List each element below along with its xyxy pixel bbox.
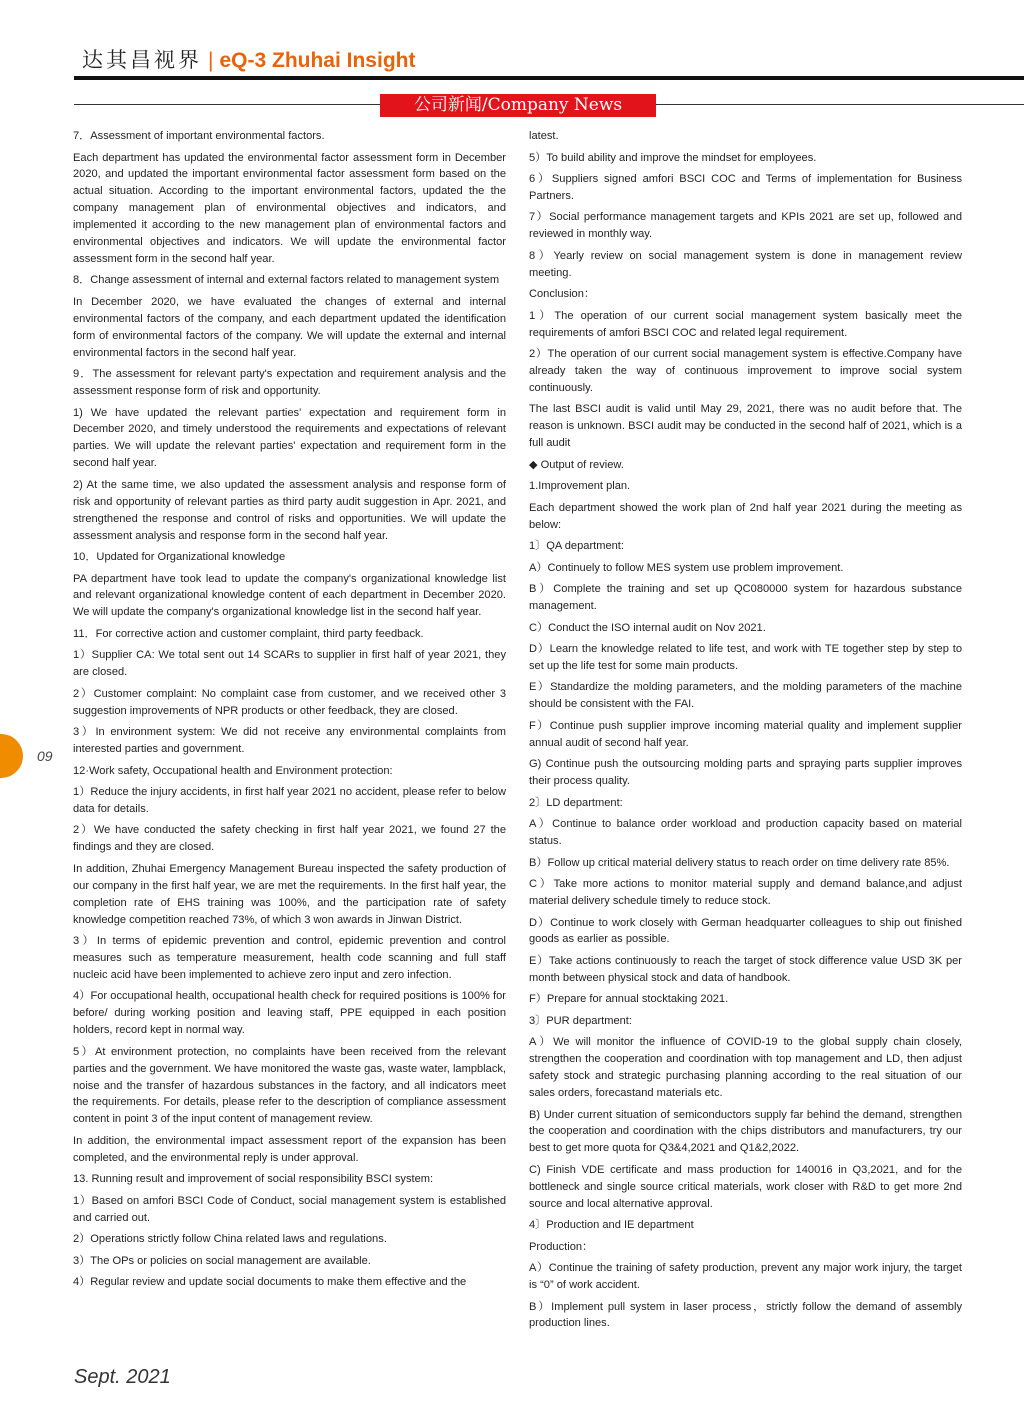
paragraph: 10．Updated for Organizational knowledge bbox=[73, 551, 286, 563]
paragraph: 8．Change assessment of internal and external factors related to management system bbox=[73, 274, 500, 287]
paragraph: 3）In terms of epidemic prevention and control, epidemic prevention and control measures such as temperature measurement, health code scanning and full staff nucleic acid have been implemented to achieve zero input and zero infection. bbox=[73, 935, 506, 981]
paragraph: 8）Yearly review on social management system is done in management review meeting. bbox=[529, 249, 962, 279]
paragraph: 4）For occupational health, occupational health check for required positions is 100% for before/ during working position and leaving staff, PPE equipped in each position holders, record kept in normal way. bbox=[73, 990, 506, 1037]
paragraph: A）Continue to balance order workload and production capacity based on material status. bbox=[529, 818, 962, 848]
page-header bbox=[0, 0, 1024, 120]
paragraph: 1.Improvement plan. bbox=[529, 480, 631, 493]
paragraph: 7．Assessment of important environmental factors. bbox=[73, 130, 325, 142]
paragraph: 7）Social performance management targets and KPIs 2021 are set up, followed and reviewed in monthly way. bbox=[529, 211, 962, 241]
paragraph: A）Continuely to follow MES system use problem improvement. bbox=[529, 561, 844, 574]
paragraph: 2）Operations strictly follow China related laws and regulations. bbox=[73, 1233, 387, 1246]
paragraph: 5）To build ability and improve the mindset for employees. bbox=[529, 151, 817, 164]
paragraph: 4〕Production and IE department bbox=[529, 1219, 694, 1232]
paragraph: 2〕LD department: bbox=[529, 796, 623, 809]
paragraph: B）Complete the training and set up QC080000 system for hazardous substance management. bbox=[529, 583, 962, 613]
page-number: 09 bbox=[37, 748, 53, 764]
paragraph: Conclusion： bbox=[529, 288, 595, 301]
paragraph: C）Conduct the ISO internal audit on Nov 2021. bbox=[529, 621, 766, 634]
paragraph: 2）The operation of our current social management system is effective.Company have already taken the way of continuous improvement to improve social system continuously. bbox=[529, 348, 962, 394]
paragraph: 12·Work safety, Occupational health and Environment protection: bbox=[73, 764, 393, 777]
paragraph: 3）In environment system: We did not receive any environmental complaints from interested parties and government. bbox=[73, 726, 506, 756]
paragraph: 11．For corrective action and customer complaint, third party feedback. bbox=[73, 627, 424, 640]
paragraph: latest. bbox=[529, 130, 559, 142]
paragraph: 2) At the same time, we also updated the assessment analysis and response form of risk and opportunity of relevant parties as third party audit suggestion in Apr. 2021, and strengthened the response and control of risks and opportunities. We will update the assessment analysis and response form in the second half year. bbox=[73, 478, 506, 542]
paragraph: 6）Suppliers signed amfori BSCI COC and Terms of implementation for Business Partners. bbox=[529, 173, 962, 202]
paragraph: ◆ Output of review. bbox=[529, 458, 624, 471]
paragraph: D）Continue to work closely with German headquarter colleagues to ship out finished goods as earlier as possible. bbox=[529, 916, 962, 946]
paragraph: 2）We have conducted the safety checking in first half year 2021, we found 27 the findings and they are closed. bbox=[73, 824, 506, 854]
paragraph: B）Follow up critical material delivery status to reach order on time delivery rate 85%. bbox=[529, 856, 950, 869]
paragraph: G) Continue push the outsourcing molding parts and spraying parts supplier improves their process quality. bbox=[529, 758, 962, 788]
paragraph: Each department showed the work plan of 2nd half year 2021 during the meeting as below: bbox=[529, 501, 962, 531]
paragraph: 3）The OPs or policies on social management are available. bbox=[73, 1254, 371, 1267]
paragraph: 4）Regular review and update social documents to make them effective and the bbox=[73, 1276, 467, 1289]
paragraph: PA department have took lead to update the company's organizational knowledge list and relevant organizational knowledge content of each department in December 2020. We will update the company's organizational knowledge list in the second half year. bbox=[73, 572, 506, 619]
paragraph: B）Implement pull system in laser process，strictly follow the demand of assembly production lines. bbox=[529, 1300, 962, 1330]
paragraph: E）Take actions continuously to reach the target of stock difference value USD 3K per month between physical stock and data of handbook. bbox=[529, 954, 962, 984]
paragraph: 1〕QA department: bbox=[529, 540, 624, 553]
paragraph: A）We will monitor the influence of COVID-19 to the global supply chain closely, strengthen the cooperation and coordination with top management and LD, then adjust safety stock and strategic purchasing planning according to the real situation of our sales orders, forecastand materials etc. bbox=[529, 1036, 962, 1100]
paragraph: In addition, the environmental impact assessment report of the expansion has been completed, and the environmental reply is under approval. bbox=[73, 1134, 506, 1164]
paragraph: 5）At environment protection, no complaints have been received from the relevant parties and the government. We have monitored the waste gas, waste water, lampblack, noise and the transfer of hazardous substances in the factory, and all indicators meet the requirements. For details, please refer to the description of compliance assessment content in point 3 of the input content of management review. bbox=[73, 1045, 506, 1126]
paragraph: 3〕PUR department: bbox=[529, 1014, 632, 1027]
paragraph: 1）Supplier CA: We total sent out 14 SCARs to supplier in first half of year 2021, they are closed. bbox=[73, 649, 506, 679]
paragraph: Each department has updated the environmental factor assessment form in December 2020, and updated the important environmental factor assessment form based on the actual situation. According to the important environmental factors, updated the the company management plan of environmental objectives and indicators, and implemented it according to the new management plan of environmental factors and environmental objectives and indicators. We will update the environmental factor assessment form in the second half year. bbox=[73, 151, 506, 265]
right-text-column bbox=[529, 128, 962, 1337]
brand-english-name: eQ-3 Zhuhai Insight bbox=[219, 49, 416, 72]
page-number-tab bbox=[0, 734, 23, 778]
paragraph: B) Under current situation of semiconductors supply far behind the demand, strengthen the cooperation and coordination with the chips distributors and manufacturers, try our best to get more quota for Q3&4,2021 and Q1&2,2022. bbox=[529, 1108, 962, 1155]
paragraph: F）Continue push supplier improve incoming material quality and implement supplier annual audit of second half year. bbox=[529, 719, 962, 749]
paragraph: 1) We have updated the relevant parties' expectation and requirement form in December 2020, and timely understood the requirements and expectations of relevant parties. We will update the relevant parties' expectation and requirement form in the second half year. bbox=[73, 406, 506, 470]
brand-chinese-name: 达其昌视界 bbox=[82, 48, 202, 72]
paragraph: Production： bbox=[529, 1240, 594, 1253]
paragraph: C) Finish VDE certificate and mass production for 140016 in Q3,2021, and for the bottleneck and single source critical materials, work closer with R&D to get more 2nd source and local alternative approval. bbox=[529, 1163, 962, 1210]
paragraph: In December 2020, we have evaluated the changes of external and internal environmental factors of the company, and each department updated the identification form of environmental factors of the company. We will update the external and internal environmental factors in the second half year. bbox=[73, 295, 506, 359]
issue-date: Sept. 2021 bbox=[74, 1366, 171, 1388]
paragraph: In addition, Zhuhai Emergency Management Bureau inspected the safety production of our company in the first half year, we are met the requirements. In the first half year, the completion rate of EHS training was 100%, and the participation rate of safety knowledge competition reached 73%, of which 3 won awards in Jinwan District. bbox=[73, 862, 506, 926]
header-rule-thick bbox=[74, 76, 1024, 80]
left-text-column bbox=[73, 128, 506, 1296]
paragraph: F）Prepare for annual stocktaking 2021. bbox=[529, 993, 729, 1006]
paragraph: 13. Running result and improvement of social responsibility BSCI system: bbox=[73, 1173, 434, 1186]
paragraph: C）Take more actions to monitor material supply and demand balance,and adjust material delivery schedule timely to reduce stock. bbox=[529, 878, 962, 907]
paragraph: E）Standardize the molding parameters, and the molding parameters of the machine should be consistent with the FAI. bbox=[529, 681, 962, 711]
paragraph: 1）Reduce the injury accidents, in first half year 2021 no accident, please refer to below data for details. bbox=[73, 786, 506, 815]
paragraph: A）Continue the training of safety production, prevent any major work injury, the target is “0” of work accident. bbox=[529, 1262, 962, 1292]
paragraph: The last BSCI audit is valid until May 29, 2021, there was no audit before that. The reason is unknown. BSCI audit may be conducted in the second half of 2021, which is a full audit bbox=[529, 403, 962, 450]
brand-title bbox=[82, 44, 415, 74]
paragraph: 2）Customer complaint: No complaint case from customer, and we received other 3 suggestion improvements of NPR products or other feedback, they are closed. bbox=[73, 687, 506, 717]
paragraph: 1）Based on amfori BSCI Code of Conduct, social management system is established and carried out. bbox=[73, 1194, 506, 1224]
section-label: 公司新闻/Company News bbox=[380, 94, 656, 117]
paragraph: 9．The assessment for relevant party's expectation and requirement analysis and the assessment response form of risk and opportunity. bbox=[73, 368, 506, 398]
paragraph: 1）The operation of our current social management system basically meet the requirements of amfori BSCI COC and related legal requirement. bbox=[529, 309, 962, 339]
brand-separator: | bbox=[208, 49, 214, 72]
paragraph: D）Learn the knowledge related to life test, and work with TE together step by step to set up the life test for some main products. bbox=[529, 643, 962, 672]
